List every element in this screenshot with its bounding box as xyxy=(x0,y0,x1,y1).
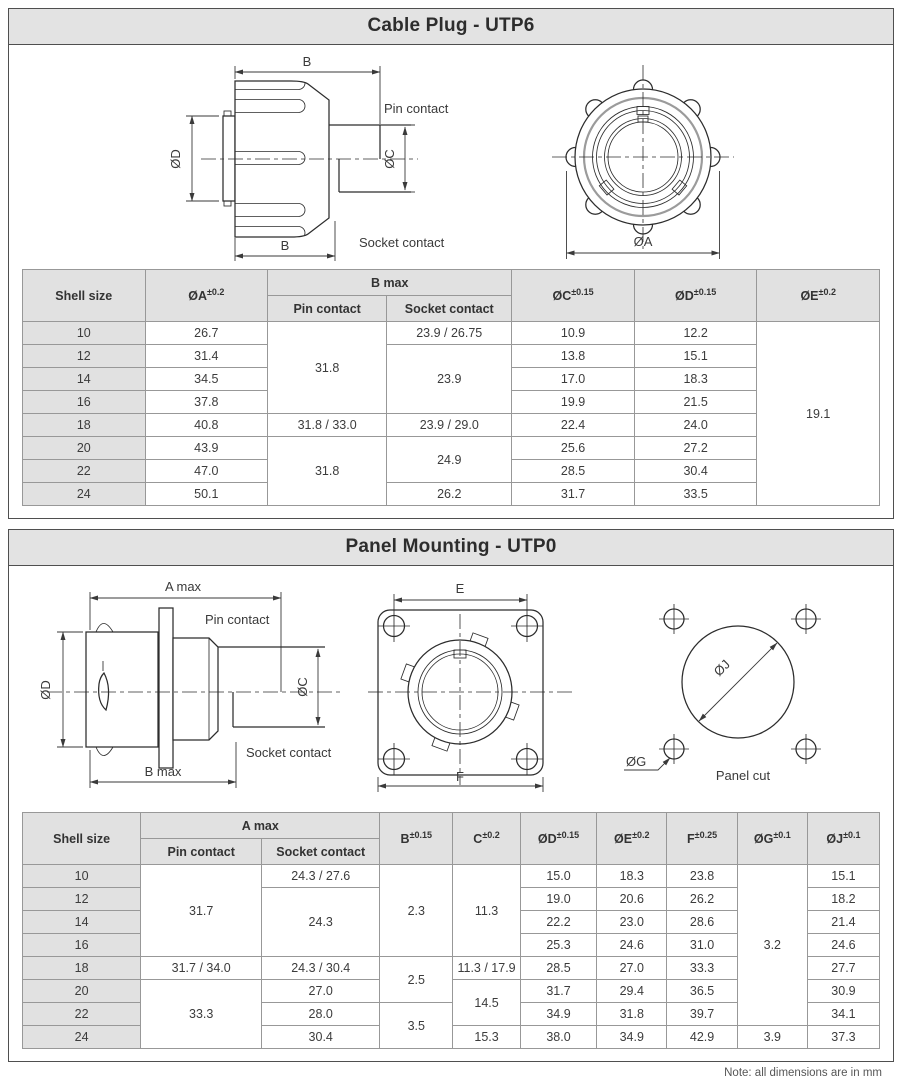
value-cell: 17.0 xyxy=(512,368,635,391)
value-cell: 38.0 xyxy=(520,1026,596,1049)
value-cell: 34.9 xyxy=(597,1026,667,1049)
value-cell: 21.4 xyxy=(807,911,879,934)
value-cell: 37.3 xyxy=(807,1026,879,1049)
col-header-socket-contact: Socket contact xyxy=(262,839,380,865)
cable-plug-side-view-drawing xyxy=(153,49,483,267)
value-cell: 25.3 xyxy=(520,934,596,957)
value-cell: 20.6 xyxy=(597,888,667,911)
panel-cut-holes xyxy=(659,604,821,764)
col-header-od: $ØD^{\pm 0.15}$ xyxy=(520,813,596,865)
value-cell: 30.9 xyxy=(807,980,879,1003)
col-header-amax: A max xyxy=(141,813,380,839)
table-row xyxy=(23,322,880,345)
value-cell: 13.8 xyxy=(512,345,635,368)
value-cell: 24.6 xyxy=(807,934,879,957)
value-cell: 11.3 / 17.9 xyxy=(453,957,521,980)
value-cell: 15.3 xyxy=(453,1026,521,1049)
value-cell: 31.0 xyxy=(667,934,737,957)
value-cell: 26.2 xyxy=(387,483,512,506)
shell-size-cell: 18 xyxy=(23,414,146,437)
shell-size-cell: 22 xyxy=(23,460,146,483)
value-cell: 19.0 xyxy=(520,888,596,911)
col-header-shell-size: Shell size xyxy=(23,270,146,322)
value-cell: 36.5 xyxy=(667,980,737,1003)
pin-contact-label: Pin contact xyxy=(204,612,269,627)
plug-contacts xyxy=(329,125,411,192)
value-cell: 27.2 xyxy=(634,437,757,460)
panel-mounting-section xyxy=(8,529,894,1062)
value-cell: 50.1 xyxy=(145,483,268,506)
value-cell: 23.8 xyxy=(667,865,737,888)
value-cell: 28.0 xyxy=(262,1003,380,1026)
col-header-b: $B^{\pm 0.15}$ xyxy=(380,813,453,865)
shell-size-cell: 20 xyxy=(23,437,146,460)
value-cell: 24.3 / 30.4 xyxy=(262,957,380,980)
col-header-oj: $ØJ^{\pm 0.1}$ xyxy=(807,813,879,865)
value-cell: 15.1 xyxy=(807,865,879,888)
shell-size-cell: 12 xyxy=(23,345,146,368)
shell-size-cell: 22 xyxy=(23,1003,141,1026)
col-header-pin-contact: Pin contact xyxy=(268,296,387,322)
value-cell: 24.3 / 27.6 xyxy=(262,865,380,888)
value-cell: 24.3 xyxy=(262,888,380,957)
shell-size-cell: 20 xyxy=(23,980,141,1003)
value-cell: 47.0 xyxy=(145,460,268,483)
shell-size-cell: 10 xyxy=(23,322,146,345)
value-cell: 31.7 xyxy=(141,865,262,957)
value-cell: 24.0 xyxy=(634,414,757,437)
dim-label-c: ØC xyxy=(294,677,310,697)
value-cell: 33.3 xyxy=(141,980,262,1049)
value-cell: 27.7 xyxy=(807,957,879,980)
shell-size-cell: 10 xyxy=(23,865,141,888)
value-cell: 31.7 xyxy=(512,483,635,506)
value-cell: 10.9 xyxy=(512,322,635,345)
panel-mounting-dimensions-table xyxy=(22,812,880,1049)
dim-label-d: ØD xyxy=(167,149,183,169)
value-cell: 19.1 xyxy=(757,322,880,506)
value-cell: 39.7 xyxy=(667,1003,737,1026)
value-cell: 3.2 xyxy=(737,865,807,1026)
value-cell: 21.5 xyxy=(634,391,757,414)
value-cell: 12.2 xyxy=(634,322,757,345)
panel-cut-drawing xyxy=(618,570,870,810)
pin-contact-label: Pin contact xyxy=(383,101,448,116)
cable-plug-title: Cable Plug - UTP6 xyxy=(9,9,893,45)
dim-label-c: ØC xyxy=(381,149,397,169)
cable-plug-drawings xyxy=(9,45,893,267)
shell-size-cell: 18 xyxy=(23,957,141,980)
col-header-oe: $ØE^{\pm 0.2}$ xyxy=(597,813,667,865)
dim-label-a: ØA xyxy=(633,234,652,249)
value-cell: 3.5 xyxy=(380,1003,453,1049)
dim-label-b-max: B max xyxy=(144,764,181,779)
dim-label-d: ØD xyxy=(37,680,53,700)
shell-size-cell: 12 xyxy=(23,888,141,911)
col-header-og: $ØG^{\pm 0.1}$ xyxy=(737,813,807,865)
value-cell: 24.6 xyxy=(597,934,667,957)
value-cell: 40.8 xyxy=(145,414,268,437)
panel-mount-front-view-drawing xyxy=(368,570,580,810)
value-cell: 31.7 / 34.0 xyxy=(141,957,262,980)
table-row xyxy=(23,437,880,460)
table-row xyxy=(23,414,880,437)
value-cell: 31.8 xyxy=(268,322,387,414)
cable-plug-front-view-drawing xyxy=(538,49,750,267)
value-cell: 24.9 xyxy=(387,437,512,483)
dim-label-b-top: B xyxy=(302,54,311,69)
value-cell: 43.9 xyxy=(145,437,268,460)
value-cell: 3.9 xyxy=(737,1026,807,1049)
col-header-bmax: B max xyxy=(268,270,512,296)
value-cell: 31.7 xyxy=(520,980,596,1003)
value-cell: 28.5 xyxy=(520,957,596,980)
value-cell: 18.2 xyxy=(807,888,879,911)
value-cell: 30.4 xyxy=(262,1026,380,1049)
col-header-c: $C^{\pm 0.2}$ xyxy=(453,813,521,865)
value-cell: 15.1 xyxy=(634,345,757,368)
value-cell: 15.0 xyxy=(520,865,596,888)
table-row xyxy=(23,483,880,506)
value-cell: 23.9 / 26.75 xyxy=(387,322,512,345)
value-cell: 23.9 / 29.0 xyxy=(387,414,512,437)
mounting-flange xyxy=(378,610,543,775)
value-cell: 34.1 xyxy=(807,1003,879,1026)
col-header-oc: $ØC^{\pm 0.15}$ xyxy=(512,270,635,322)
dim-label-a-max: A max xyxy=(164,579,201,594)
shell-size-cell: 16 xyxy=(23,391,146,414)
shell-size-cell: 14 xyxy=(23,911,141,934)
value-cell: 29.4 xyxy=(597,980,667,1003)
value-cell: 31.8 / 33.0 xyxy=(268,414,387,437)
table-row xyxy=(23,865,880,888)
col-header-pin-contact: Pin contact xyxy=(141,839,262,865)
cable-plug-dimensions-table xyxy=(22,269,880,506)
value-cell: 18.3 xyxy=(597,865,667,888)
value-cell: 33.5 xyxy=(634,483,757,506)
value-cell: 2.5 xyxy=(380,957,453,1003)
value-cell: 23.9 xyxy=(387,345,512,414)
units-note: Note: all dimensions are in mm xyxy=(724,1067,882,1079)
value-cell: 28.6 xyxy=(667,911,737,934)
panel-cut-label: Panel cut xyxy=(715,768,770,783)
col-header-socket-contact: Socket contact xyxy=(387,296,512,322)
col-header-od: $ØD^{\pm 0.15}$ xyxy=(634,270,757,322)
panel-mount-side-view-drawing xyxy=(33,570,363,810)
value-cell: 31.4 xyxy=(145,345,268,368)
value-cell: 22.2 xyxy=(520,911,596,934)
value-cell: 37.8 xyxy=(145,391,268,414)
plug-body xyxy=(227,77,329,240)
value-cell: 27.0 xyxy=(262,980,380,1003)
value-cell: 28.5 xyxy=(512,460,635,483)
value-cell: 23.0 xyxy=(597,911,667,934)
value-cell: 14.5 xyxy=(453,980,521,1026)
shell-size-cell: 14 xyxy=(23,368,146,391)
value-cell: 11.3 xyxy=(453,865,521,957)
col-header-f: $F^{\pm 0.25}$ xyxy=(667,813,737,865)
shell-size-cell: 16 xyxy=(23,934,141,957)
value-cell: 34.5 xyxy=(145,368,268,391)
value-cell: 30.4 xyxy=(634,460,757,483)
plug-rear-step xyxy=(223,111,235,206)
col-header-shell-size: Shell size xyxy=(23,813,141,865)
dim-label-f: F xyxy=(455,769,464,784)
value-cell: 42.9 xyxy=(667,1026,737,1049)
table-row xyxy=(23,345,880,368)
value-cell: 34.9 xyxy=(520,1003,596,1026)
value-cell: 31.8 xyxy=(268,437,387,506)
value-cell: 22.4 xyxy=(512,414,635,437)
dim-label-e: E xyxy=(455,581,464,596)
shell-size-cell: 24 xyxy=(23,1026,141,1049)
panel-mounting-title: Panel Mounting - UTP0 xyxy=(9,530,893,566)
value-cell: 2.3 xyxy=(380,865,453,957)
dim-label-b-bottom: B xyxy=(280,238,289,253)
receptacle-body xyxy=(86,608,218,768)
value-cell: 25.6 xyxy=(512,437,635,460)
value-cell: 26.2 xyxy=(667,888,737,911)
dim-label-j: ØJ xyxy=(710,656,733,679)
shell-size-cell: 24 xyxy=(23,483,146,506)
value-cell: 26.7 xyxy=(145,322,268,345)
socket-contact-label: Socket contact xyxy=(358,235,444,250)
socket-contact-label: Socket contact xyxy=(245,745,331,760)
panel-mounting-drawings xyxy=(9,566,893,810)
col-header-oe: $ØE^{\pm 0.2}$ xyxy=(757,270,880,322)
value-cell: 31.8 xyxy=(597,1003,667,1026)
value-cell: 27.0 xyxy=(597,957,667,980)
dim-label-g: ØG xyxy=(625,754,646,769)
col-header-oa: $ØA^{\pm 0.2}$ xyxy=(145,270,268,322)
value-cell: 33.3 xyxy=(667,957,737,980)
value-cell: 18.3 xyxy=(634,368,757,391)
cable-plug-section xyxy=(8,8,894,519)
value-cell: 19.9 xyxy=(512,391,635,414)
